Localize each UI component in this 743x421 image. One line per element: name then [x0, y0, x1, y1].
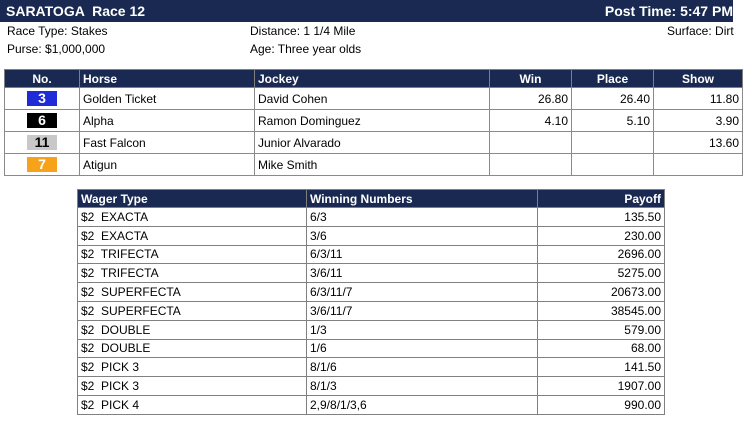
- results-table: [4, 69, 743, 176]
- show-payout: 3.90: [654, 110, 743, 132]
- wager-type: $2 DOUBLE: [78, 339, 307, 358]
- payoff-amount: 5275.00: [538, 264, 665, 283]
- distance: Distance: 1 1/4 Mile: [250, 24, 356, 38]
- col-header-no: No.: [5, 70, 80, 88]
- wager-type: $2 EXACTA: [78, 208, 307, 227]
- results-header-row: [5, 70, 743, 88]
- col-header-show: Show: [654, 70, 743, 88]
- jockey-name: Junior Alvarado: [255, 132, 490, 154]
- winning-numbers: 8/1/6: [307, 358, 538, 377]
- result-row: [5, 110, 743, 132]
- show-payout: [654, 154, 743, 176]
- wager-type: $2 SUPERFECTA: [78, 283, 307, 302]
- program-number-cell: [5, 110, 80, 132]
- winning-numbers: 2,9/8/1/3,6: [307, 395, 538, 414]
- program-number-cell: [5, 154, 80, 176]
- winning-numbers: 6/3/11: [307, 245, 538, 264]
- winning-numbers: 6/3/11/7: [307, 283, 538, 302]
- race-number: Race 12: [92, 3, 146, 19]
- age-restriction: Age: Three year olds: [250, 42, 362, 56]
- payoff-amount: 230.00: [538, 226, 665, 245]
- winning-numbers: 3/6/11/7: [307, 301, 538, 320]
- wager-row: [78, 320, 665, 339]
- wager-row: [78, 226, 665, 245]
- payoff-amount: 579.00: [538, 320, 665, 339]
- program-number-badge: 7: [27, 157, 57, 172]
- place-payout: [572, 154, 654, 176]
- program-number-cell: [5, 88, 80, 110]
- wager-row: [78, 358, 665, 377]
- wager-row: [78, 245, 665, 264]
- payoff-amount: 135.50: [538, 208, 665, 227]
- wager-row: [78, 208, 665, 227]
- wager-row: [78, 301, 665, 320]
- payoff-amount: 20673.00: [538, 283, 665, 302]
- race-header-bar: [0, 0, 733, 22]
- show-payout: 13.60: [654, 132, 743, 154]
- post-time: Post Time: 5:47 PM: [604, 3, 733, 19]
- horse-name: Golden Ticket: [80, 88, 255, 110]
- payoff-amount: 2696.00: [538, 245, 665, 264]
- win-payout: [490, 154, 572, 176]
- wager-type: $2 PICK 3: [78, 358, 307, 377]
- jockey-name: Mike Smith: [255, 154, 490, 176]
- wager-type: $2 DOUBLE: [78, 320, 307, 339]
- program-number-cell: [5, 132, 80, 154]
- wagers-table: [77, 189, 665, 415]
- horse-name: Fast Falcon: [80, 132, 255, 154]
- col-header-jockey: Jockey: [255, 70, 490, 88]
- wager-row: [78, 339, 665, 358]
- place-payout: 26.40: [572, 88, 654, 110]
- winning-numbers: 3/6: [307, 226, 538, 245]
- surface: Surface: Dirt: [667, 24, 734, 38]
- wager-type: $2 EXACTA: [78, 226, 307, 245]
- col-header-winning-numbers: Winning Numbers: [307, 190, 538, 208]
- winning-numbers: 1/6: [307, 339, 538, 358]
- payoff-amount: 68.00: [538, 339, 665, 358]
- wager-type: $2 SUPERFECTA: [78, 301, 307, 320]
- payoff-amount: 38545.00: [538, 301, 665, 320]
- winning-numbers: 6/3: [307, 208, 538, 227]
- col-header-payoff: Payoff: [538, 190, 665, 208]
- race-title: [6, 3, 145, 19]
- wager-row: [78, 377, 665, 396]
- place-payout: 5.10: [572, 110, 654, 132]
- result-row: [5, 154, 743, 176]
- horse-name: Atigun: [80, 154, 255, 176]
- race-type: Race Type: Stakes: [7, 24, 108, 38]
- winning-numbers: 8/1/3: [307, 377, 538, 396]
- winning-numbers: 3/6/11: [307, 264, 538, 283]
- horse-name: Alpha: [80, 110, 255, 132]
- show-payout: 11.80: [654, 88, 743, 110]
- col-header-horse: Horse: [80, 70, 255, 88]
- wager-type: $2 PICK 4: [78, 395, 307, 414]
- payoff-amount: 1907.00: [538, 377, 665, 396]
- win-payout: 26.80: [490, 88, 572, 110]
- wager-type: $2 TRIFECTA: [78, 264, 307, 283]
- win-payout: 4.10: [490, 110, 572, 132]
- wager-row: [78, 283, 665, 302]
- wager-type: $2 TRIFECTA: [78, 245, 307, 264]
- col-header-win: Win: [490, 70, 572, 88]
- track-name: SARATOGA: [6, 3, 85, 19]
- wagers-header-row: [78, 190, 665, 208]
- col-header-wager-type: Wager Type: [78, 190, 307, 208]
- result-row: [5, 88, 743, 110]
- win-payout: [490, 132, 572, 154]
- winning-numbers: 1/3: [307, 320, 538, 339]
- wager-row: [78, 264, 665, 283]
- wager-type: $2 PICK 3: [78, 377, 307, 396]
- purse: Purse: $1,000,000: [7, 42, 106, 56]
- place-payout: [572, 132, 654, 154]
- payoff-amount: 990.00: [538, 395, 665, 414]
- col-header-place: Place: [572, 70, 654, 88]
- payoff-amount: 141.50: [538, 358, 665, 377]
- jockey-name: Ramon Dominguez: [255, 110, 490, 132]
- result-row: [5, 132, 743, 154]
- wager-row: [78, 395, 665, 414]
- program-number-badge: 6: [27, 113, 57, 128]
- program-number-badge: 3: [27, 91, 57, 106]
- program-number-badge: 11: [27, 135, 57, 150]
- jockey-name: David Cohen: [255, 88, 490, 110]
